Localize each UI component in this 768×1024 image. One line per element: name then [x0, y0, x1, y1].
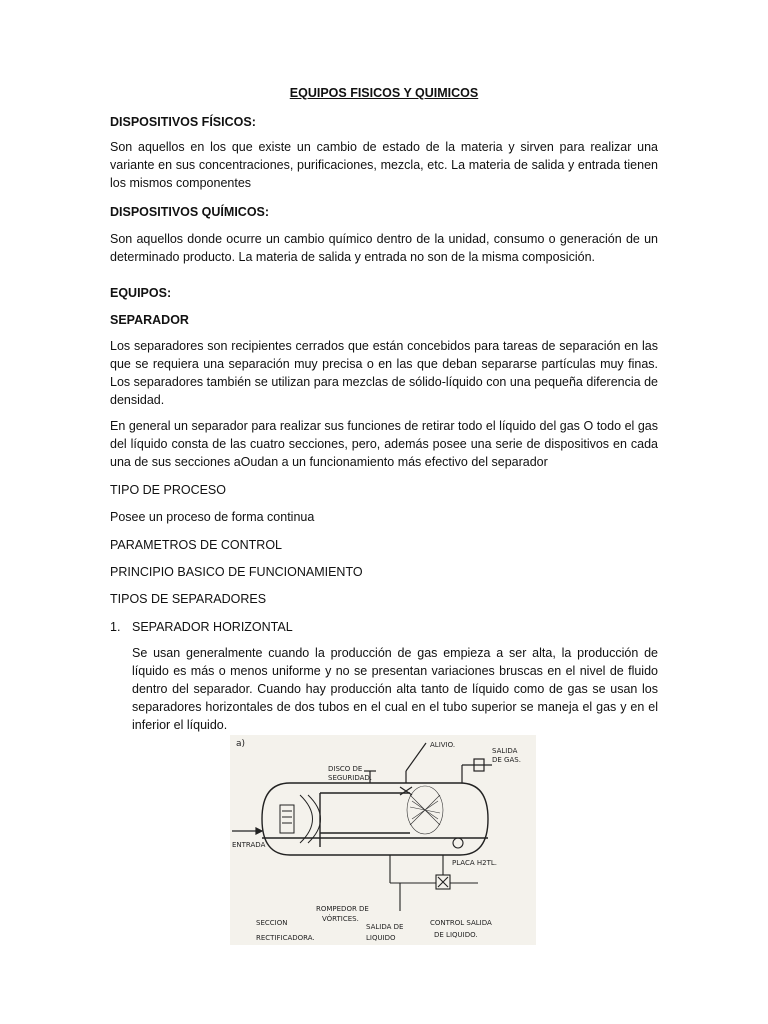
heading-separador-horizontal: SEPARADOR HORIZONTAL [132, 620, 293, 634]
paragraph-separador-horizontal: Se usan generalmente cuando la producción de gas empieza a ser alta, la producción de líquido es más o menos uniforme y no se presentan variaciones bruscas en el nivel de fluido dentro del separador. Cuando hay producción alta tanto de líquido como de gas se usan los separadores horizontales de dos tubos en el cual en el tubo superior se maneja el gas y en el inferior el líquido. [132, 646, 658, 732]
label-rompedor-2: VÓRTICES. [322, 915, 359, 923]
heading-tipos-separadores: TIPOS DE SEPARADORES [110, 592, 267, 606]
label-salida-liquido-2: LIQUIDO [366, 934, 396, 942]
label-seccion-1: SECCION [256, 919, 288, 927]
label-control-2: DE LIQUIDO. [434, 931, 478, 939]
page-title: EQUIPOS FISICOS Y QUIMICOS [289, 86, 479, 100]
heading-dispositivos-fisicos: DISPOSITIVOS FÍSICOS: [110, 115, 256, 129]
label-disco-2: SEGURIDAD. [328, 774, 373, 782]
label-control-1: CONTROL SALIDA [430, 919, 492, 927]
paragraph-dispositivos-fisicos: Son aquellos en los que existe un cambio de estado de la materia y sirven para realizar una variante en sus concentraciones, purificaciones, mezcla, etc. La materia de salida y entrada tienen los mismos componentes [110, 140, 658, 190]
figure-background [230, 735, 536, 945]
separator-diagram [230, 735, 536, 945]
paragraph-separador-2: En general un separador para realizar sus funciones de retirar todo el líquido del gas O todo el gas del líquido consta de las cuatro secciones, pero, además posee una serie de dispositivos en cada una de sus secciones aOudan a un funcionamiento más efectivo del separador [110, 419, 658, 469]
label-seccion-2: RECTIFICADORA. [256, 934, 315, 942]
paragraph-separador-1: Los separadores son recipientes cerrados que están concebidos para tareas de separación en las que se requiera una separación muy precisa o en las que deban separarse partículas muy finas. Los separadores también se utilizan para mezclas de sólido-líquido con una pequeña diferencia de densidad. [110, 339, 658, 407]
heading-dispositivos-quimicos: DISPOSITIVOS QUÍMICOS: [110, 205, 270, 219]
heading-equipos: EQUIPOS: [110, 286, 172, 300]
heading-parametros-control: PARAMETROS DE CONTROL [110, 538, 283, 552]
label-placa: PLACA H2TL. [452, 859, 497, 867]
heading-separador: SEPARADOR [110, 313, 189, 327]
label-rompedor-1: ROMPEDOR DE [316, 905, 369, 913]
label-entrada: ENTRADA [232, 841, 266, 849]
label-salida-gas-2: DE GAS. [492, 756, 521, 764]
label-alivio: ALIVIO. [430, 741, 456, 749]
label-salida-liquido-1: SALIDA DE [366, 923, 404, 931]
label-disco-1: DISCO DE [328, 765, 363, 773]
heading-principio-basico: PRINCIPIO BASICO DE FUNCIONAMIENTO [110, 565, 363, 579]
list-number: 1. [110, 620, 121, 634]
figure-panel-label: a) [236, 739, 246, 749]
label-salida-gas-1: SALIDA [492, 747, 518, 755]
paragraph-dispositivos-quimicos: Son aquellos donde ocurre un cambio químico dentro de la unidad, consumo o generación de un determinado producto. La materia de salida y entrada no son de la misma composición. [110, 232, 658, 264]
text-tipo-proceso: Posee un proceso de forma continua [110, 510, 315, 524]
heading-tipo-proceso: TIPO DE PROCESO [110, 483, 226, 497]
